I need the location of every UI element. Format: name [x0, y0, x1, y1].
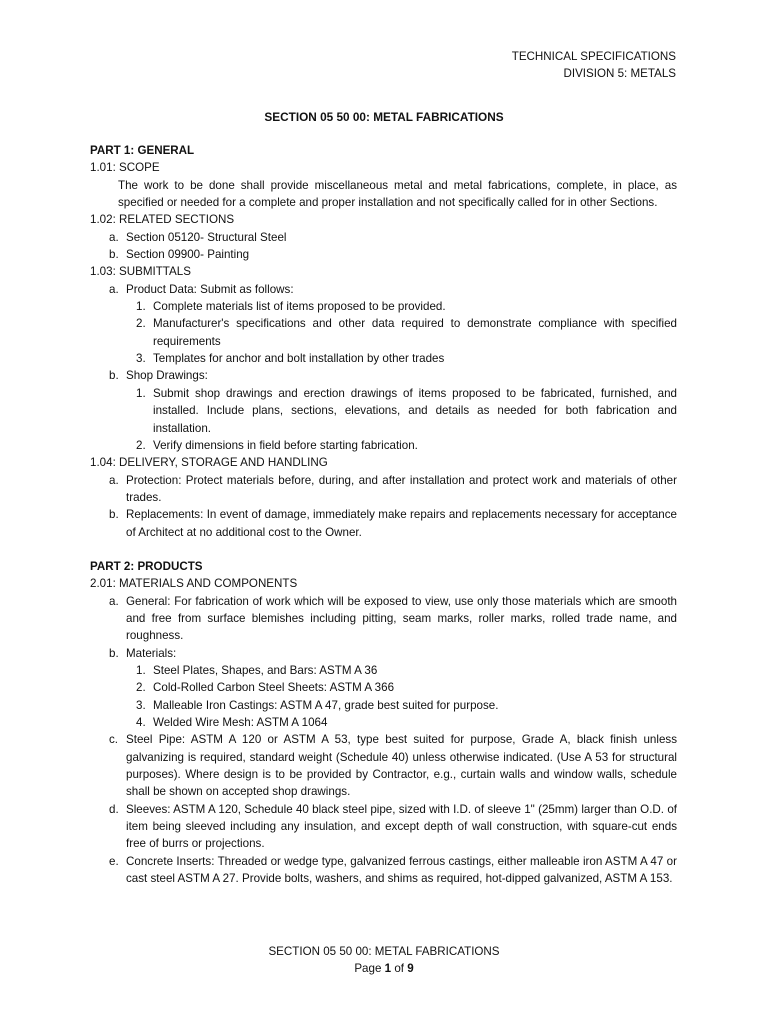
- part-2-heading: PART 2: PRODUCTS: [90, 559, 203, 573]
- page-footer: [0, 943, 768, 977]
- heading-1-03: 1.03: SUBMITTALS: [90, 265, 191, 279]
- list-item: 1. Steel Plates, Shapes, and Bars: ASTM A 36: [136, 663, 378, 677]
- page-number: Page 1 of 9: [354, 962, 414, 975]
- header-line-2: DIVISION 5: METALS: [563, 67, 676, 80]
- list-item: a. Protection: Protect materials before, during, and after installation and protect work and materials of other trades.: [109, 473, 677, 504]
- part-1-heading: PART 1: GENERAL: [90, 144, 195, 157]
- document-body: [90, 142, 677, 887]
- list-item: a. Product Data: Submit as follows:: [109, 282, 294, 296]
- scope-text: The work to be done shall provide miscellaneous metal and metal fabrications, complete, in place, as specified or needed for a complete and proper installation and not specifically called for in other Sections.: [118, 178, 677, 210]
- spacer: [90, 541, 677, 558]
- section-title: SECTION 05 50 00: METAL FABRICATIONS: [264, 110, 504, 124]
- list-item: 3. Templates for anchor and bolt installation by other trades: [136, 352, 445, 366]
- list-item: d. Sleeves: ASTM A 120, Schedule 40 black steel pipe, sized with I.D. of sleeve 1" (25mm) larger than O.D. of item being sleeved including any insulation, and except depth of wall construction, with square-cut ends free of burrs or projections.: [109, 802, 677, 851]
- list-item: 1. Complete materials list of items proposed to be provided.: [136, 300, 446, 314]
- footer-section-title: SECTION 05 50 00: METAL FABRICATIONS: [268, 945, 500, 958]
- list-item: a. General: For fabrication of work which will be exposed to view, use only those materials which are smooth and free from surface blemishes including pitting, seam marks, roller marks, rolled trade name, and roughness.: [109, 594, 677, 643]
- page-header: [512, 48, 676, 82]
- header-line-1: TECHNICAL SPECIFICATIONS: [511, 50, 676, 63]
- list-item: 4. Welded Wire Mesh: ASTM A 1064: [136, 716, 328, 729]
- list-item: e. Concrete Inserts: Threaded or wedge type, galvanized ferrous castings, either malleable iron ASTM A 47 or cast steel ASTM A 27. Provide bolts, washers, and shims as required, hot-dipped galvanized, ASTM A 153.: [109, 854, 677, 886]
- list-item: c. Steel Pipe: ASTM A 120 or ASTM A 53, type best suited for purpose, Grade A, black finish unless galvanizing is required, standard weight (Schedule 40) unless otherwise indicated. (Use A 53 for structural purposes). Where design is to be provided by Contractor, e.g., curtain walls and window walls, schedule shall be shown on accepted shop drawings.: [109, 733, 677, 799]
- list-item: 1. Submit shop drawings and erection drawings of items proposed to be fabricated, furnished, and installed. Include plans, sections, elevations, and details as needed for both fabrication and installation.: [136, 386, 677, 435]
- heading-2-01: 2.01: MATERIALS AND COMPONENTS: [90, 577, 298, 591]
- list-item: b. Replacements: In event of damage, immediately make repairs and replacements necessary for acceptance of Architect at no additional cost to the Owner.: [109, 508, 677, 539]
- heading-1-04: 1.04: DELIVERY, STORAGE AND HANDLING: [90, 456, 328, 470]
- list-item: b. Section 09900- Painting: [109, 248, 250, 262]
- list-item: 2. Manufacturer's specifications and other data required to demonstrate compliance with specified requirements: [136, 317, 677, 348]
- heading-1-02: 1.02: RELATED SECTIONS: [90, 213, 235, 227]
- list-item: 3. Malleable Iron Castings: ASTM A 47, grade best suited for purpose.: [136, 698, 499, 712]
- list-item: 2. Verify dimensions in field before starting fabrication.: [136, 438, 418, 452]
- list-item: b. Materials:: [109, 646, 177, 660]
- list-item: 2. Cold-Rolled Carbon Steel Sheets: ASTM A 366: [136, 681, 395, 695]
- heading-1-01: 1.01: SCOPE: [90, 161, 160, 175]
- list-item: a. Section 05120- Structural Steel: [109, 230, 287, 244]
- list-item: b. Shop Drawings:: [109, 369, 208, 383]
